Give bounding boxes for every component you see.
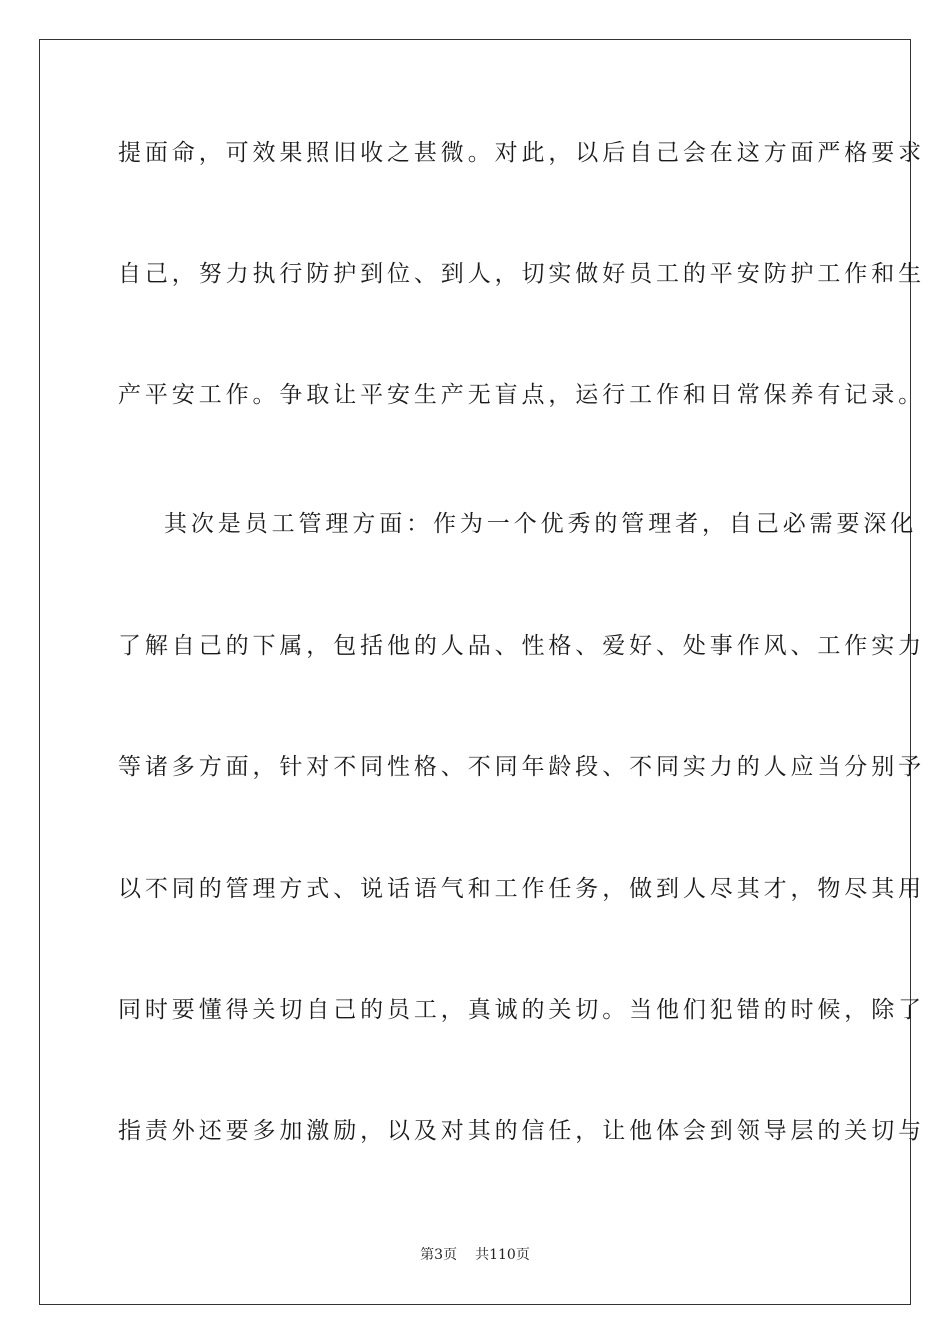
body-text-line-4-paragraph-start: 其次是员工管理方面：作为一个优秀的管理者，自己必需要深化 bbox=[164, 511, 918, 537]
total-pages: 共110页 bbox=[475, 1247, 530, 1263]
page-number: 第3页 bbox=[420, 1247, 458, 1263]
body-text-line-6: 等诸多方面，针对不同性格、不同年龄段、不同实力的人应当分别予 bbox=[118, 754, 925, 780]
body-text-line-3: 产平安工作。争取让平安生产无盲点，运行工作和日常保养有记录。 bbox=[118, 382, 925, 408]
body-text-line-7: 以不同的管理方式、说话语气和工作任务，做到人尽其才，物尽其用 bbox=[118, 876, 925, 902]
body-text-line-1: 提面命，可效果照旧收之甚微。对此，以后自己会在这方面严格要求 bbox=[118, 140, 925, 166]
body-text-line-5: 了解自己的下属，包括他的人品、性格、爱好、处事作风、工作实力 bbox=[118, 633, 925, 659]
body-text-line-8: 同时要懂得关切自己的员工，真诚的关切。当他们犯错的时候，除了 bbox=[118, 997, 925, 1023]
body-text-line-9: 指责外还要多加激励，以及对其的信任，让他体会到领导层的关切与 bbox=[118, 1118, 925, 1144]
page-footer bbox=[0, 1246, 950, 1264]
body-text-line-2: 自己，努力执行防护到位、到人，切实做好员工的平安防护工作和生 bbox=[118, 261, 925, 287]
